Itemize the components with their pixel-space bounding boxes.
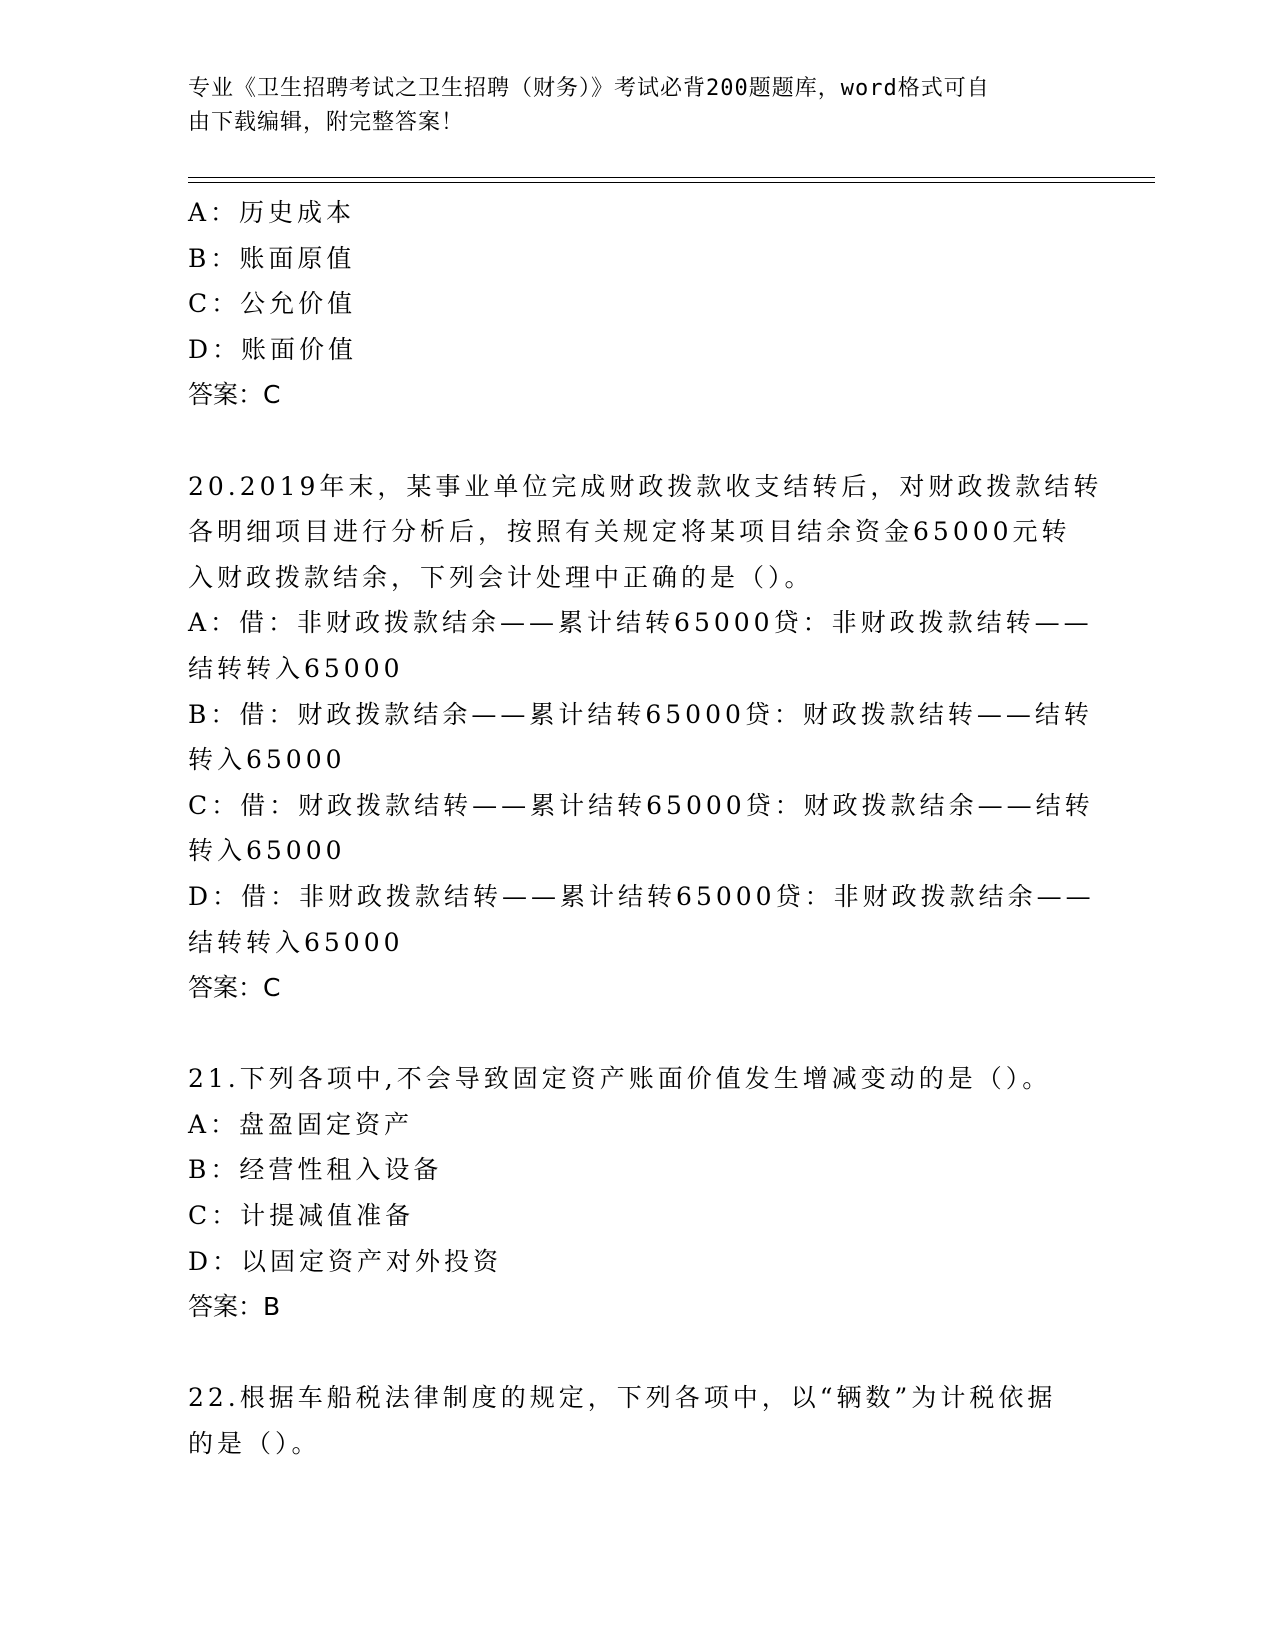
question-stem-line: 各明细项目进行分析后，按照有关规定将某项目结余资金65000元转	[188, 517, 1071, 547]
answer-line: 答案：C	[188, 380, 281, 410]
option-b-cont: 转入65000	[188, 745, 346, 775]
option-c: C：公允价值	[188, 289, 357, 319]
question-20	[188, 464, 1103, 1011]
spacer	[188, 1011, 1088, 1057]
option-c: C：计提减值准备	[188, 1201, 415, 1231]
question-stem-line: 20.2019年末，某事业单位完成财政拨款收支结转后，对财政拨款结转	[188, 471, 1103, 501]
option-c-cont: 转入65000	[188, 836, 346, 866]
option-d-cont: 结转转入65000	[188, 927, 404, 957]
spacer	[188, 418, 1088, 464]
option-a: A：借：非财政拨款结余——累计结转65000贷：非财政拨款结转——	[188, 608, 1093, 638]
option-a-cont: 结转转入65000	[188, 653, 404, 683]
document-body	[188, 190, 1103, 1467]
option-d: D：借：非财政拨款结转——累计结转65000贷：非财政拨款结余——	[188, 881, 1095, 911]
answer-line: 答案：C	[188, 973, 281, 1003]
question-stem-line: 入财政拨款结余，下列会计处理中正确的是（）。	[188, 562, 814, 592]
question-19	[188, 190, 1088, 418]
question-22	[188, 1375, 1088, 1466]
document-header	[188, 72, 1088, 140]
question-stem-line: 21.下列各项中,不会导致固定资产账面价值发生增减变动的是（）。	[188, 1064, 1052, 1094]
option-a: A：历史成本	[188, 198, 356, 227]
header-rule-top	[188, 177, 1155, 178]
question-stem-line: 的是（）。	[188, 1429, 321, 1459]
option-d: D：账面价值	[188, 334, 358, 364]
answer-line: 答案：B	[188, 1292, 281, 1322]
option-d: D：以固定资产对外投资	[188, 1246, 503, 1276]
header-rule-bottom	[188, 182, 1155, 183]
header-line-1: 专业《卫生招聘考试之卫生招聘（财务）》考试必背200题题库，word格式可自	[188, 76, 990, 101]
option-b: B：账面原值	[188, 243, 356, 273]
spacer	[188, 1330, 1088, 1376]
question-21	[188, 1056, 1088, 1330]
option-a: A：盘盈固定资产	[188, 1109, 414, 1139]
header-line-2: 由下载编辑，附完整答案！	[188, 110, 465, 135]
question-stem-line: 22.根据车船税法律制度的规定，下列各项中，以“辆数”为计税依据	[188, 1383, 1057, 1413]
option-b: B：借：财政拨款结余——累计结转65000贷：财政拨款结转——结转	[188, 699, 1093, 729]
option-c: C：借：财政拨款结转——累计结转65000贷：财政拨款结余——结转	[188, 790, 1094, 820]
option-b: B：经营性租入设备	[188, 1155, 443, 1185]
